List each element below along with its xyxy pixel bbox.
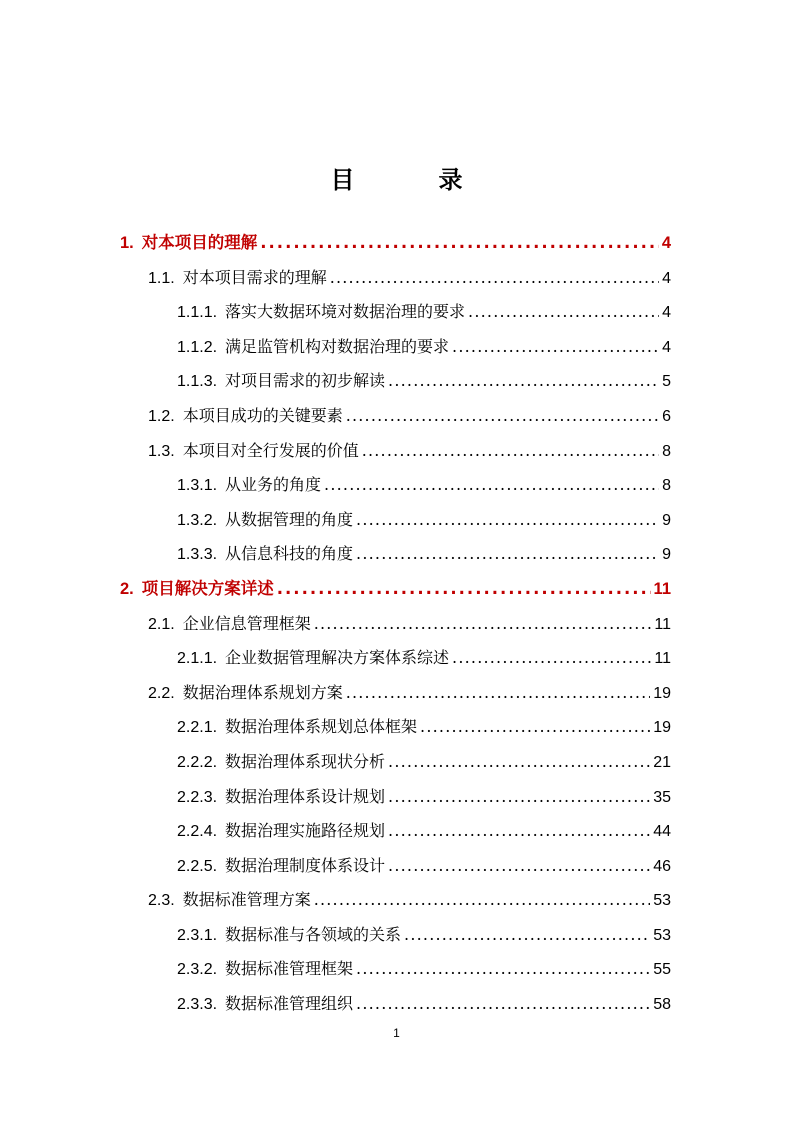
toc-entry-title: 数据标准管理方案 <box>182 890 311 910</box>
toc-dot-leader <box>356 537 659 572</box>
toc-entry-1-3-3[interactable] <box>0 537 793 572</box>
toc-dot-leader <box>260 226 659 261</box>
toc-entry-number: 1.1.1. <box>177 304 218 322</box>
toc-entry-number: 1.3. <box>148 442 175 460</box>
page-title: 目 录 <box>330 166 493 194</box>
toc-entry-1-1-1[interactable] <box>0 295 793 330</box>
toc-entry-number: 2.3. <box>148 892 175 910</box>
toc-entry-title: 数据治理体系规划方案 <box>182 682 343 702</box>
toc-entry-2-1-1[interactable] <box>0 641 793 676</box>
toc-entry-page: 19 <box>653 719 671 737</box>
toc-dot-leader <box>388 814 650 849</box>
toc-entry-title: 企业数据管理解决方案体系综述 <box>225 648 450 668</box>
toc-entry-page: 4 <box>662 338 671 356</box>
toc-dot-leader <box>362 434 659 469</box>
toc-entry-page: 44 <box>653 823 671 841</box>
toc-entry-1-1-2[interactable] <box>0 330 793 365</box>
toc-dot-leader <box>388 745 650 780</box>
toc-entry-title: 对项目需求的初步解读 <box>225 371 386 391</box>
toc-entry-title: 满足监管机构对数据治理的要求 <box>225 336 450 356</box>
toc-entry-title: 本项目成功的关键要素 <box>182 405 343 425</box>
toc-entry-number: 2.2.3. <box>177 788 218 806</box>
toc-entry-number: 2.2.1. <box>177 719 218 737</box>
toc-dot-leader <box>404 918 650 953</box>
toc-entry-1[interactable] <box>0 226 793 261</box>
toc-entry-title: 本项目对全行发展的价值 <box>182 440 359 460</box>
toc-entry-page: 8 <box>662 442 671 460</box>
toc-entry-2-2-4[interactable] <box>0 814 793 849</box>
toc-entry-1-2[interactable] <box>0 399 793 434</box>
toc-entry-number: 2.3.3. <box>177 996 218 1014</box>
toc-entry-1-3-2[interactable] <box>0 503 793 538</box>
toc-dot-leader <box>468 295 659 330</box>
toc-entry-page: 11 <box>654 615 671 633</box>
toc-entry-number: 1.3.2. <box>177 511 218 529</box>
toc-entry-number: 2.2.5. <box>177 857 218 875</box>
toc-entry-title: 数据标准管理框架 <box>225 959 354 979</box>
toc-entry-title: 对本项目需求的理解 <box>182 267 327 287</box>
toc-dot-leader <box>330 261 659 296</box>
toc-entry-2-2-1[interactable] <box>0 710 793 745</box>
toc-entry-number: 1.3.3. <box>177 546 218 564</box>
toc-dot-leader <box>277 572 651 607</box>
toc-entry-page: 9 <box>662 511 671 529</box>
toc-dot-leader <box>452 641 651 676</box>
toc-entry-number: 1.1.2. <box>177 338 218 356</box>
toc-entry-title: 数据治理实施路径规划 <box>225 821 386 841</box>
toc-entry-2-3-3[interactable] <box>0 987 793 1022</box>
toc-entry-page: 11 <box>653 579 671 598</box>
toc-entry-2-2-3[interactable] <box>0 780 793 815</box>
toc-entry-title: 数据治理制度体系设计 <box>225 855 386 875</box>
toc-entry-1-3[interactable] <box>0 434 793 469</box>
toc-entry-1-1[interactable] <box>0 261 793 296</box>
toc-dot-leader <box>452 330 659 365</box>
toc-entry-number: 1.1. <box>148 269 175 287</box>
toc-entry-page: 4 <box>662 269 671 287</box>
toc-entry-number: 1.3.1. <box>177 477 218 495</box>
toc-entry-number: 1.2. <box>148 407 175 425</box>
toc-entry-2-3-1[interactable] <box>0 918 793 953</box>
toc-entry-page: 21 <box>653 753 671 771</box>
toc-entry-2[interactable] <box>0 572 793 607</box>
toc-dot-leader <box>388 780 650 815</box>
toc-dot-leader <box>356 503 659 538</box>
toc-entry-number: 1. <box>120 234 134 252</box>
toc-entry-number: 2.3.1. <box>177 926 218 944</box>
toc-entry-1-3-1[interactable] <box>0 468 793 503</box>
toc-dot-leader <box>346 676 651 711</box>
toc-entry-page: 58 <box>653 996 671 1014</box>
toc-entry-number: 2.2. <box>148 684 175 702</box>
toc-entry-page: 6 <box>662 407 671 425</box>
toc-dot-leader <box>356 952 650 987</box>
toc-entry-title: 落实大数据环境对数据治理的要求 <box>225 302 466 322</box>
toc-entry-title: 从数据管理的角度 <box>225 509 354 529</box>
toc-entry-title: 项目解决方案详述 <box>141 578 274 598</box>
toc-entry-title: 数据治理体系设计规划 <box>225 786 386 806</box>
toc-entry-2-2-5[interactable] <box>0 849 793 884</box>
toc-entry-2-2[interactable] <box>0 676 793 711</box>
toc-dot-leader <box>388 849 650 884</box>
toc-entry-2-3-2[interactable] <box>0 952 793 987</box>
toc-entry-page: 19 <box>653 684 671 702</box>
toc-entry-2-1[interactable] <box>0 607 793 642</box>
toc-dot-leader <box>314 607 652 642</box>
toc-entry-page: 35 <box>653 788 671 806</box>
toc-entry-page: 4 <box>661 234 671 252</box>
toc-entry-2-2-2[interactable] <box>0 745 793 780</box>
toc-entry-title: 企业信息管理框架 <box>182 613 311 633</box>
toc-entry-title: 对本项目的理解 <box>141 233 258 252</box>
toc-entry-page: 11 <box>654 650 671 668</box>
toc-entry-page: 4 <box>662 304 671 322</box>
toc-entry-title: 数据治理体系现状分析 <box>225 751 386 771</box>
table-of-contents <box>0 226 793 1022</box>
toc-entry-number: 2.2.4. <box>177 823 218 841</box>
toc-entry-number: 2. <box>120 579 134 598</box>
toc-entry-page: 53 <box>653 926 671 944</box>
toc-dot-leader <box>420 710 650 745</box>
toc-entry-number: 2.2.2. <box>177 753 218 771</box>
toc-entry-1-1-3[interactable] <box>0 364 793 399</box>
page-number: 1 <box>393 1026 400 1040</box>
toc-entry-title: 从信息科技的角度 <box>225 544 354 564</box>
toc-entry-page: 8 <box>662 477 671 495</box>
toc-entry-page: 55 <box>653 961 671 979</box>
toc-entry-title: 数据治理体系规划总体框架 <box>225 717 418 737</box>
toc-dot-leader <box>346 399 659 434</box>
toc-entry-number: 2.3.2. <box>177 961 218 979</box>
toc-entry-page: 53 <box>653 892 671 910</box>
toc-entry-title: 从业务的角度 <box>225 475 322 495</box>
toc-entry-2-3[interactable] <box>0 883 793 918</box>
toc-entry-page: 5 <box>662 373 671 391</box>
toc-entry-page: 9 <box>662 546 671 564</box>
toc-entry-number: 2.1.1. <box>177 650 218 668</box>
toc-entry-number: 2.1. <box>148 615 175 633</box>
toc-entry-page: 46 <box>653 857 671 875</box>
toc-dot-leader <box>356 987 650 1022</box>
toc-entry-title: 数据标准与各领域的关系 <box>225 924 402 944</box>
toc-entry-number: 1.1.3. <box>177 373 218 391</box>
toc-entry-title: 数据标准管理组织 <box>225 994 354 1014</box>
toc-dot-leader <box>324 468 659 503</box>
toc-dot-leader <box>314 883 651 918</box>
toc-dot-leader <box>388 364 659 399</box>
